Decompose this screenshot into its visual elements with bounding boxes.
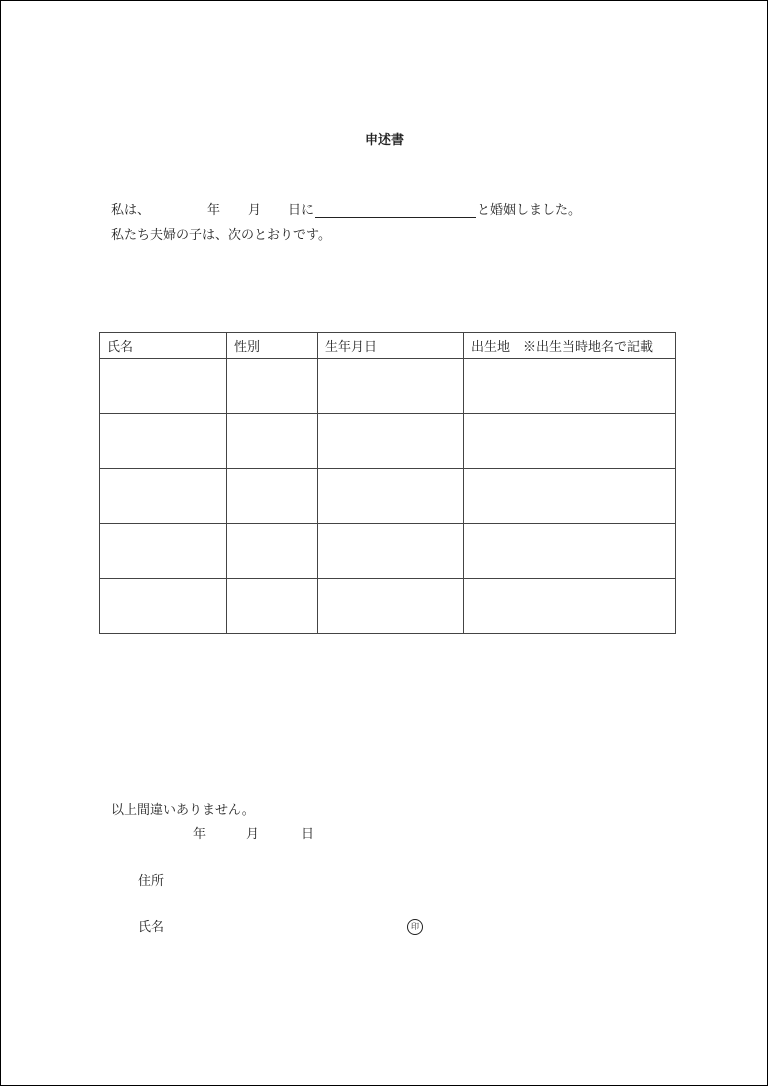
cell-gender[interactable]: [227, 579, 318, 634]
cell-birthplace[interactable]: [464, 414, 676, 469]
closing-day-label: 日: [301, 827, 315, 842]
cell-birthplace[interactable]: [464, 579, 676, 634]
intro-month-label: 月: [248, 203, 262, 218]
cell-name[interactable]: [100, 579, 227, 634]
table-header-row: [100, 333, 676, 359]
header-birthplace: 出生地 ※出生当時地名で記載: [464, 333, 676, 359]
table-row: [100, 414, 676, 469]
cell-name[interactable]: [100, 359, 227, 414]
address-label: 住所: [138, 874, 165, 889]
header-name: 氏名: [100, 333, 227, 359]
cell-gender[interactable]: [227, 469, 318, 524]
table-row: [100, 524, 676, 579]
intro-married-text: と婚姻しました。: [477, 203, 582, 218]
children-table: [99, 332, 676, 634]
cell-gender[interactable]: [227, 414, 318, 469]
intro-day-label: 日に: [288, 203, 315, 218]
cell-birthdate[interactable]: [318, 524, 464, 579]
closing-year-label: 年: [193, 827, 207, 842]
header-gender: 性別: [227, 333, 318, 359]
cell-gender[interactable]: [227, 359, 318, 414]
cell-name[interactable]: [100, 469, 227, 524]
cell-gender[interactable]: [227, 524, 318, 579]
cell-birthdate[interactable]: [318, 359, 464, 414]
seal-mark-icon: 印: [407, 919, 423, 935]
closing-statement: 以上間違いありません。: [111, 803, 255, 818]
header-birthdate: 生年月日: [318, 333, 464, 359]
closing-month-label: 月: [246, 827, 260, 842]
cell-birthplace[interactable]: [464, 524, 676, 579]
cell-birthdate[interactable]: [318, 469, 464, 524]
table-row: [100, 359, 676, 414]
cell-birthdate[interactable]: [318, 579, 464, 634]
intro-prefix: 私は、: [111, 203, 151, 218]
cell-birthplace[interactable]: [464, 359, 676, 414]
spouse-name-blank[interactable]: [315, 217, 476, 218]
intro-year-label: 年: [207, 203, 221, 218]
cell-name[interactable]: [100, 414, 227, 469]
table-row: [100, 579, 676, 634]
signer-name-label: 氏名: [138, 920, 165, 935]
cell-birthdate[interactable]: [318, 414, 464, 469]
table-row: [100, 469, 676, 524]
cell-name[interactable]: [100, 524, 227, 579]
cell-birthplace[interactable]: [464, 469, 676, 524]
document-title: 申述書: [365, 133, 405, 148]
intro-children-text: 私たち夫婦の子は、次のとおりです。: [111, 228, 331, 243]
